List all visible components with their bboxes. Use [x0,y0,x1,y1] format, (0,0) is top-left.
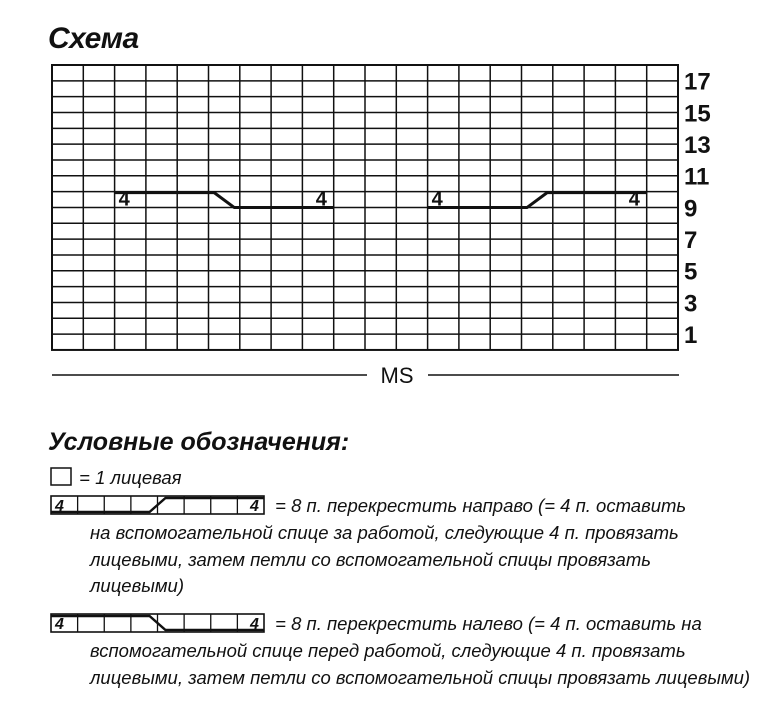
legend-cross-left-line-3: лицевыми, затем петли со вспомогательной спицы провязать лицевыми) [90,666,751,688]
row-label: 11 [684,163,710,191]
symbol-number: 4 [55,498,64,515]
cable-number: 4 [628,188,640,211]
legend-cross-right-line-2: на вспомогательной спице за работой, следующие 4 п. провязать [90,521,679,543]
legend-item-knit [50,465,182,492]
row-label: 3 [684,290,698,318]
row-label: 1 [684,322,698,350]
symbol-number: 4 [55,616,64,633]
symbol-number: 4 [250,616,259,633]
legend-knit-text: = 1 лицевая [79,467,182,488]
ms-label: MS [380,363,414,388]
legend-cross-right-line-3: лицевыми, затем петли со вспомогательной спицы провязать [90,548,651,570]
cross-right-symbol [50,495,270,515]
cross-left-symbol [50,613,270,633]
row-label: 13 [684,132,711,160]
cable-number: 4 [118,188,130,211]
cable-number: 4 [431,188,443,211]
stitch-count-bracket [52,363,679,388]
row-label: 15 [684,100,711,128]
row-label: 5 [684,258,698,286]
legend-cross-right-line-4: лицевыми) [90,575,184,597]
row-label: 7 [684,227,698,255]
legend-item-cross-left [50,611,750,691]
row-label: 17 [684,68,711,96]
symbol-number: 4 [250,498,259,515]
row-label: 9 [684,195,698,223]
chart-title: Схема [48,22,139,55]
legend-cross-left-line-1: = 8 п. перекрестить налево (= 4 п. оставить на [275,613,702,634]
legend-item-cross-right [50,493,686,600]
legend-title: Условные обозначения: [48,428,350,456]
cable-number: 4 [315,188,327,211]
legend-cross-left-line-2: вспомогательной спице перед работой, следующие 4 п. провязать [90,639,686,661]
chart-grid [52,65,678,350]
knit-symbol [50,467,74,487]
legend-cross-right-line-1: = 8 п. перекрестить направо (= 4 п. оставить [275,495,687,516]
row-labels [684,69,711,349]
